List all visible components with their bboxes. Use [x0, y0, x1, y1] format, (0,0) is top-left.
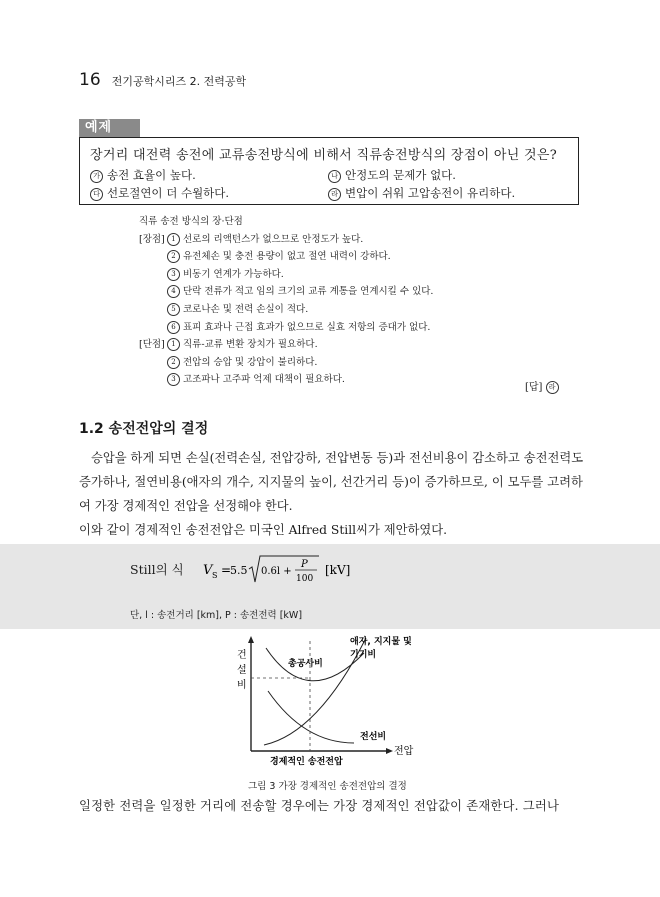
option-mark: 다 — [90, 188, 103, 201]
option-text: 송전 효율이 높다. — [107, 168, 196, 182]
example-box — [79, 137, 579, 205]
wire-label: 전선비 — [360, 732, 387, 742]
formula-note: 단, l : 송전거리 [km], P : 송전전력 [kW] — [130, 610, 303, 621]
wire-cost-curve — [268, 691, 354, 743]
formula-coef: 5.5 — [230, 564, 248, 577]
option-mark: 나 — [328, 170, 341, 183]
answer — [525, 378, 563, 394]
item-number: 3 — [167, 268, 180, 281]
pros-label: [장점] — [139, 233, 165, 245]
option-4 — [328, 185, 515, 201]
paragraph: 일정한 전력을 일정한 거리에 전송할 경우에는 가장 경제적인 전압값이 존재한다. 그러나 — [79, 799, 560, 813]
option-text: 선로절연이 더 수월하다. — [107, 186, 230, 200]
item-number: 3 — [167, 373, 180, 386]
insulator-label: 애자, 지지물 및 — [350, 637, 412, 647]
option-2 — [328, 167, 456, 183]
pros-item — [139, 283, 433, 301]
option-mark: 라 — [328, 188, 341, 201]
page-header — [79, 70, 246, 90]
cons-item — [139, 336, 433, 354]
figure-caption: 그림 3 가장 경제적인 송전전압의 결정 — [248, 781, 407, 792]
item-text: 직류-교류 변환 장치가 필요하다. — [183, 339, 318, 351]
cons-item — [139, 354, 433, 372]
formula-num: P — [301, 559, 308, 570]
explanation-title: 직류 송전 방식의 장·단점 — [139, 216, 243, 227]
y-label-1: 건 — [237, 650, 247, 661]
optimum-label: 경제적인 송전전압 — [270, 757, 343, 767]
item-number: 4 — [167, 285, 180, 298]
formula-lhs-sub: S — [212, 571, 218, 580]
example-tag: 예제 — [79, 119, 140, 137]
option-mark: 가 — [90, 170, 103, 183]
item-number: 6 — [167, 321, 180, 334]
paragraph: 승압을 하게 되면 손실(전력손실, 전압강하, 전압변동 등)과 전선비용이 감소하고 송전전력도 증가하나, 절연비용(애자의 개수, 지지물의 높이, 선간거리 등)이 증가하므로, 이 모두를 고려하여 가장 경제적인 전압을 선정해야 한다. — [79, 451, 584, 513]
option-1 — [90, 167, 196, 183]
option-text: 변압이 쉬워 고압송전이 유리하다. — [345, 186, 516, 200]
item-text: 유전체손 및 충전 용량이 없고 절연 내력이 강하다. — [183, 251, 391, 263]
pros-item — [139, 266, 433, 284]
voltage-figure — [226, 633, 426, 773]
formula-equals: = — [221, 563, 232, 577]
cons-item — [139, 371, 433, 389]
item-number: 2 — [167, 356, 180, 369]
pros-item — [139, 248, 433, 266]
pros-item — [139, 231, 433, 249]
item-number: 1 — [167, 233, 180, 246]
pros-item — [139, 301, 433, 319]
item-text: 표피 효과나 근접 효과가 없으므로 실효 저항의 증대가 없다. — [183, 321, 431, 333]
example-question: 장거리 대전력 송전에 교류송전방식에 비해서 직류송전방식의 장점이 아닌 것은? — [90, 148, 558, 163]
cons-label: [단점] — [139, 339, 165, 351]
formula-unit: [kV] — [325, 563, 351, 577]
paragraph: 이와 같이 경제적인 송전전압은 미국인 Alfred Still씨가 제안하였다. — [79, 523, 448, 537]
formula-inner: 0.6l + — [261, 566, 292, 577]
item-text: 단락 전류가 적고 임의 크기의 교류 계통을 연계시킬 수 있다. — [183, 286, 434, 298]
formula-prefix: Still의 식 — [130, 562, 184, 577]
answer-label: [답] — [525, 382, 543, 393]
item-number: 1 — [167, 338, 180, 351]
still-formula — [165, 552, 365, 588]
item-text: 고조파나 고주파 억제 대책이 필요하다. — [183, 374, 345, 386]
y-arrow — [248, 636, 254, 643]
item-number: 5 — [167, 303, 180, 316]
option-text: 안정도의 문제가 없다. — [345, 168, 456, 182]
formula-den: 100 — [296, 574, 314, 584]
page-number: 16 — [79, 70, 101, 90]
option-3 — [90, 185, 229, 201]
answer-mark: 라 — [546, 381, 559, 394]
total-cost-label: 총공사비 — [288, 659, 323, 669]
x-label: 전압 — [394, 746, 414, 757]
explanation — [139, 213, 433, 389]
item-text: 코로나손 및 전력 손실이 적다. — [183, 303, 309, 315]
item-text: 선로의 리액턴스가 없으므로 안정도가 높다. — [183, 233, 364, 245]
y-label-2: 설 — [237, 665, 247, 676]
item-text: 비동기 연계가 가능하다. — [183, 268, 284, 280]
formula-lhs: V — [203, 563, 213, 578]
insulator-label-2: 기기비 — [350, 650, 377, 660]
section-title: 1.2 송전전압의 결정 — [79, 421, 209, 437]
y-label-3: 비 — [237, 680, 247, 691]
series-title: 전기공학시리즈 2. 전력공학 — [111, 75, 247, 88]
item-number: 2 — [167, 250, 180, 263]
item-text: 전압의 승압 및 강압이 불리하다. — [183, 356, 318, 368]
pros-item — [139, 319, 433, 337]
x-arrow — [386, 748, 393, 754]
